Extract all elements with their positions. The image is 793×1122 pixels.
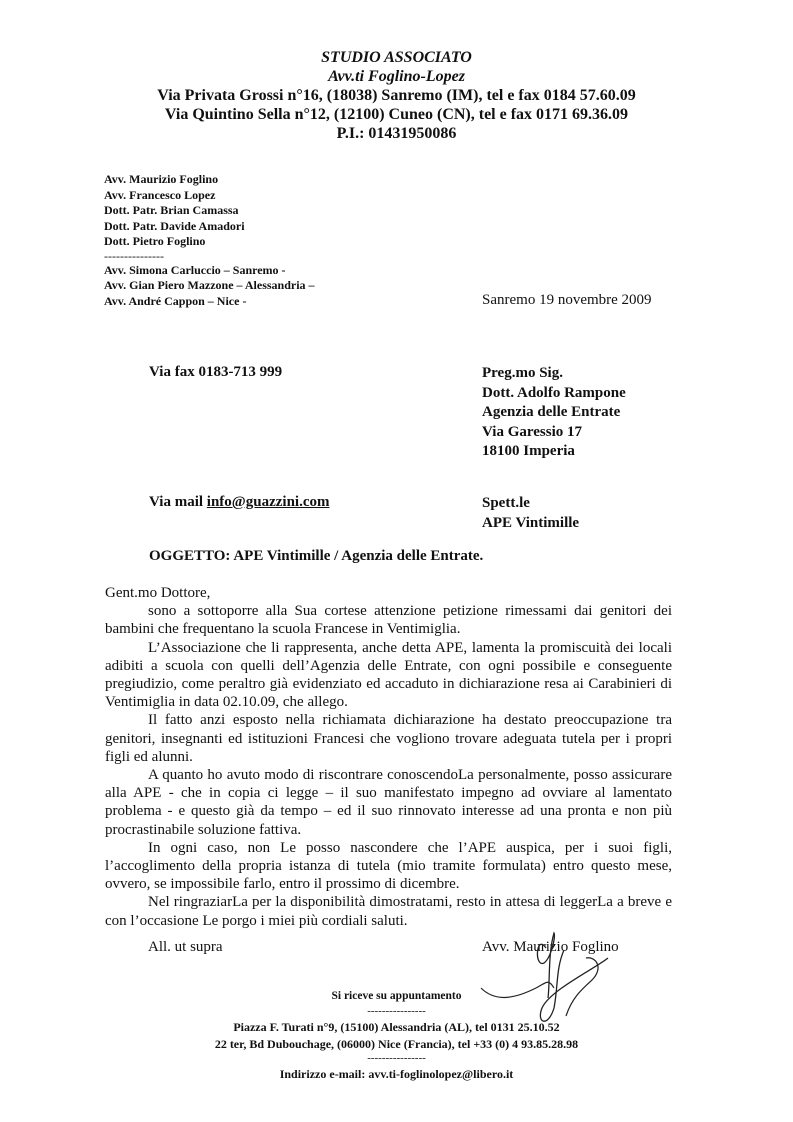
lawyer-item: Dott. Patr. Davide Amadori <box>104 218 245 233</box>
lawyer-item: Dott. Patr. Brian Camassa <box>104 203 239 217</box>
lawyer-item: Avv. Francesco Lopez <box>104 187 216 202</box>
closing: All. ut supra <box>148 939 223 955</box>
body-paragraph: sono a sottoporre alla Sua cortese attenzione petizione rimessami dai genitori dei bambini che frequentano la scuola Francese in Ventimiglia. <box>105 603 672 638</box>
address-cuneo: Via Quintino Sella n°12, (12100) Cuneo (CN), tel e fax 0171 69.36.09 <box>164 106 629 123</box>
mail-link[interactable]: info@guazzini.com <box>206 494 330 510</box>
letter-body <box>105 584 672 930</box>
footer-separator-2: ---------------- <box>367 1052 426 1064</box>
recipient-line: 18100 Imperia <box>482 443 575 459</box>
place-date: Sanremo 19 novembre 2009 <box>482 292 652 308</box>
firm-subtitle: Avv.ti Foglino-Lopez <box>328 68 465 85</box>
mail-label: Via mail <box>149 494 207 510</box>
greeting: Gent.mo Dottore, <box>105 585 211 601</box>
recipient-2-line: Spett.le <box>482 495 530 511</box>
body-paragraph: In ogni caso, non Le posso nascondere che l’APE auspica, per i suoi figli, l’accoglimento della propria istanza di tutela (mio tramite formulata) entro questo mese, ovvero, se impossibile farlo, entro il prossimo di dicembre. <box>105 839 672 893</box>
separator: --------------- <box>104 248 164 263</box>
associate-item: Avv. André Cappon – Nice - <box>104 293 247 308</box>
lawyer-item: Avv. Maurizio Foglino <box>104 172 219 186</box>
associate-item: Avv. Gian Piero Mazzone – Alessandria – <box>104 278 315 292</box>
body-paragraph: L’Associazione che li rappresenta, anche detta APE, lamenta la promiscuità dei locali adibiti a scuola con quelli dell’Agenzia delle Entrate, con ogni possibile e conseguente pregiudizio, come peraltro già evidenziato ed accaduto in dichiarazione resa ai Carabinieri di Ventimiglia in data 02.10.09, che allego. <box>105 639 672 711</box>
recipient-block <box>482 364 626 462</box>
recipient-line: Via Garessio 17 <box>482 423 582 440</box>
recipient-line: Preg.mo Sig. <box>482 365 563 381</box>
associate-item: Avv. Simona Carluccio – Sanremo - <box>104 262 286 277</box>
mail-line <box>149 494 329 511</box>
body-paragraph: A quanto ho avuto modo di riscontrare conoscendoLa personalmente, posso assicurare alla APE - che in copia ci legge – il suo manifestato impegno ad ovviare al lamentato problema - e questo già da tempo – ed il suo rinnovato interesse ad una pronta e non più procrastinabile soluzione fattiva. <box>105 767 672 838</box>
firm-name: STUDIO ASSOCIATO <box>321 49 472 66</box>
appointment-note: Si riceve su appuntamento <box>331 990 462 1002</box>
recipient-line: Agenzia delle Entrate <box>482 404 621 420</box>
office-nice: 22 ter, Bd Dubouchage, (06000) Nice (Francia), tel +33 (0) 4 93.85.28.98 <box>214 1037 579 1051</box>
office-alessandria: Piazza F. Turati n°9, (15100) Alessandria (AL), tel 0131 25.10.52 <box>233 1020 560 1034</box>
vat-number: P.I.: 01431950086 <box>336 125 457 142</box>
lawyers-list <box>104 172 315 309</box>
body-paragraph: Il fatto anzi esposto nella richiamata dichiarazione ha destato preoccupazione tra genitori, insegnanti ed istituzioni Francesi che vogliono trovare adeguata tutela per i propri figli ed alunni. <box>105 712 672 765</box>
body-paragraph: Nel ringraziarLa per la disponibilità dimostratami, resto in attesa di leggerLa a breve e con l’occasione Le porgo i miei più cordiali saluti. <box>105 894 672 929</box>
address-sanremo: Via Privata Grossi n°16, (18038) Sanremo (IM), tel e fax 0184 57.60.09 <box>157 87 636 104</box>
fax-line: Via fax 0183-713 999 <box>149 364 283 380</box>
lawyer-item: Dott. Pietro Foglino <box>104 234 206 248</box>
footer-separator: ---------------- <box>367 1005 426 1017</box>
recipient-2-line: APE Vintimille <box>482 514 580 531</box>
subject-line: OGGETTO: APE Vintimille / Agenzia delle Entrate. <box>149 548 484 564</box>
footer-email: Indirizzo e-mail: avv.ti-foglinolopez@libero.it <box>279 1067 514 1081</box>
recipient-2-block <box>482 494 579 533</box>
signature-name: Avv. Maurizio Foglino <box>482 939 619 955</box>
recipient-line: Dott. Adolfo Rampone <box>482 384 626 401</box>
